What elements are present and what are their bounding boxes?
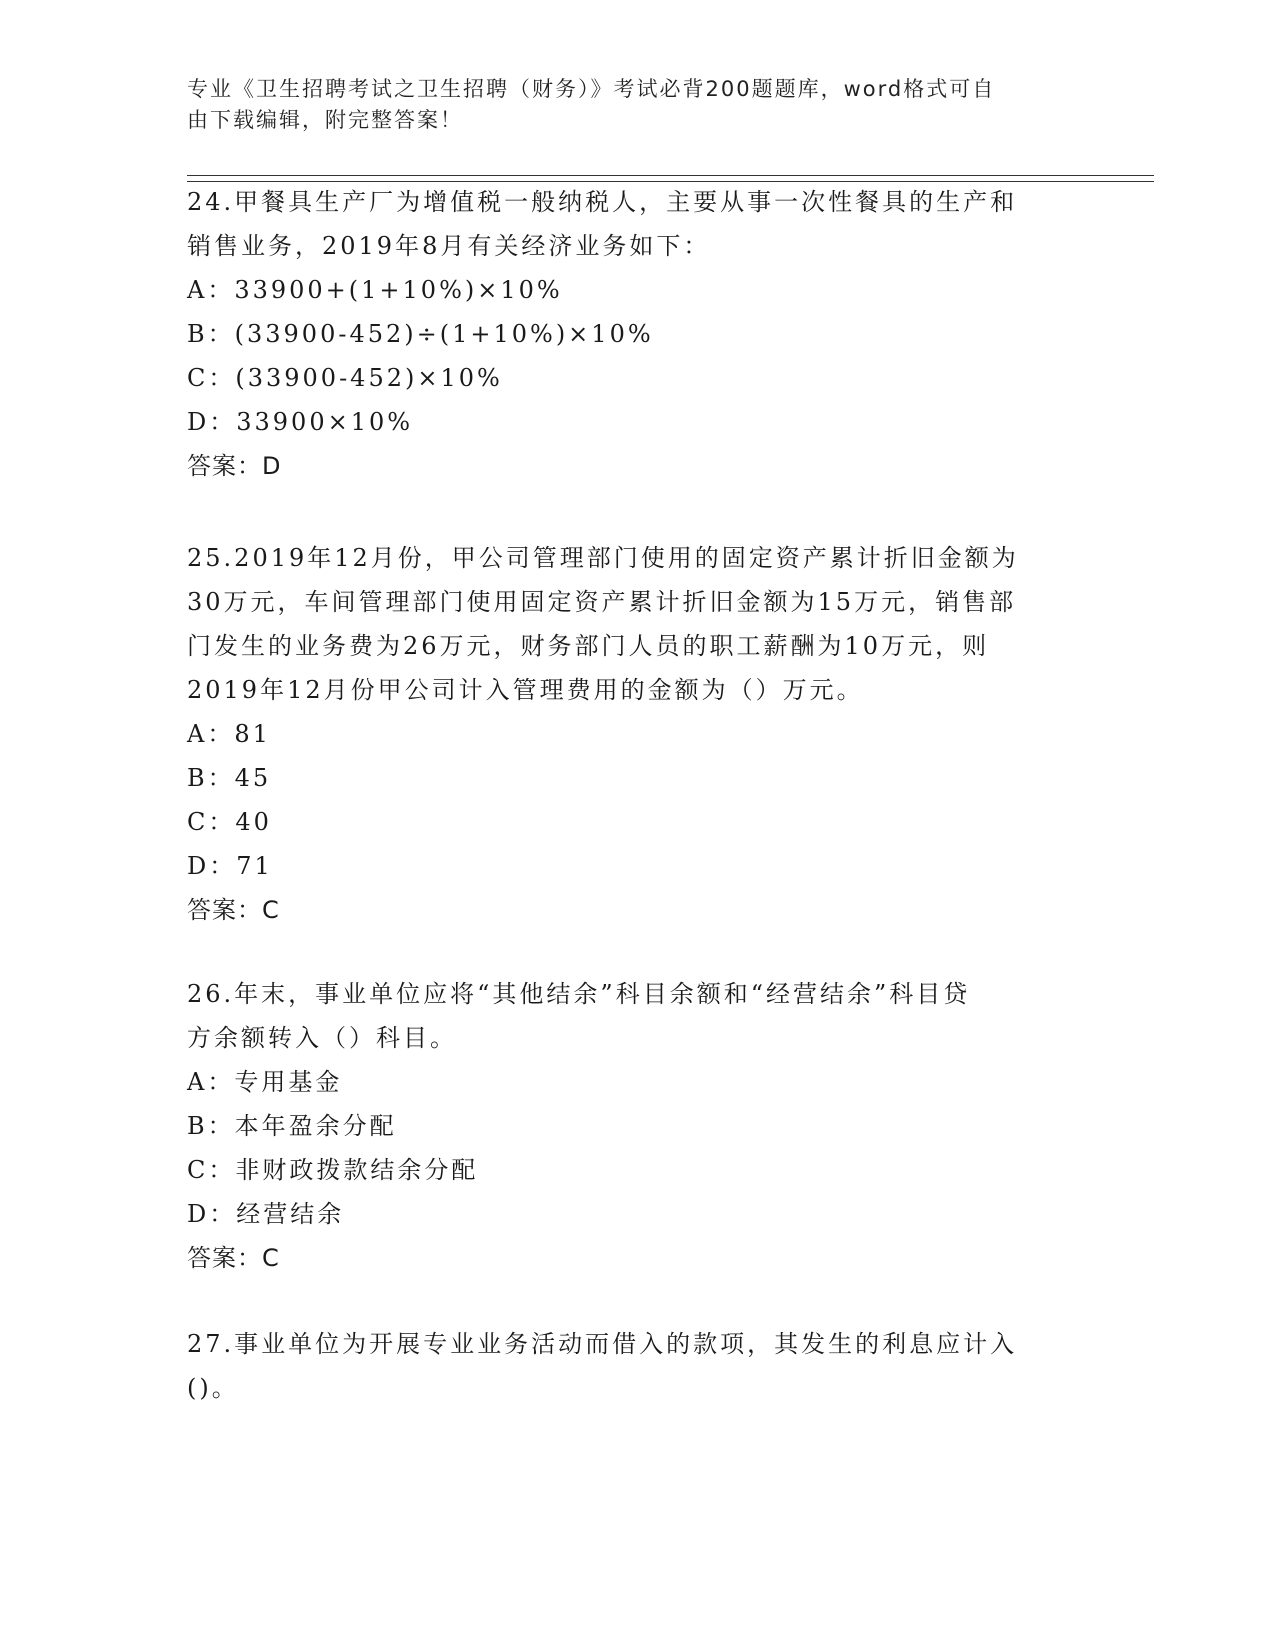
question-stem-line: 27.事业单位为开展专业业务活动而借入的款项，其发生的利息应计入: [187, 1330, 1018, 1358]
option-b: B：本年盈余分配: [187, 1112, 397, 1140]
question-stem-line: 方余额转入（）科目。: [187, 1024, 457, 1052]
option-c: C：(33900-452)×10%: [187, 364, 503, 392]
option-d: D：71: [187, 852, 273, 880]
question-stem-line: 销售业务，2019年8月有关经济业务如下：: [187, 232, 711, 260]
answer-label: 答案：C: [187, 896, 280, 924]
question-stem-line: 30万元，车间管理部门使用固定资产累计折旧金额为15万元，销售部: [187, 588, 1017, 616]
option-a: A：81: [187, 720, 271, 748]
question-stem-line: 25.2019年12月份，甲公司管理部门使用的固定资产累计折旧金额为: [187, 544, 1019, 572]
header-divider-bottom: [187, 181, 1154, 182]
option-a: A：专用基金: [187, 1068, 343, 1096]
option-a: A：33900+(1+10%)×10%: [187, 276, 563, 304]
option-d: D：经营结余: [187, 1200, 345, 1228]
option-c: C：40: [187, 808, 272, 836]
option-b: B：45: [187, 764, 272, 792]
option-c: C：非财政拨款结余分配: [187, 1156, 479, 1184]
question-stem-line: 24.甲餐具生产厂为增值税一般纳税人，主要从事一次性餐具的生产和: [187, 188, 1018, 216]
option-d: D：33900×10%: [187, 408, 414, 436]
answer-label: 答案：D: [187, 452, 282, 480]
question-stem-line: ()。: [187, 1374, 239, 1402]
header-divider-top: [187, 175, 1154, 176]
option-b: B：(33900-452)÷(1+10%)×10%: [187, 320, 654, 348]
question-stem-line: 2019年12月份甲公司计入管理费用的金额为（）万元。: [187, 676, 864, 704]
question-stem-line: 门发生的业务费为26万元，财务部门人员的职工薪酬为10万元，则: [187, 632, 990, 660]
header-line-1: 专业《卫生招聘考试之卫生招聘（财务）》考试必背200题题库，word格式可自: [187, 77, 996, 101]
header-line-2: 由下载编辑，附完整答案！: [187, 108, 463, 132]
document-header: [187, 74, 1067, 136]
question-stem-line: 26.年末，事业单位应将“其他结余”科目余额和“经营结余”科目贷: [187, 980, 971, 1008]
answer-label: 答案：C: [187, 1244, 280, 1272]
